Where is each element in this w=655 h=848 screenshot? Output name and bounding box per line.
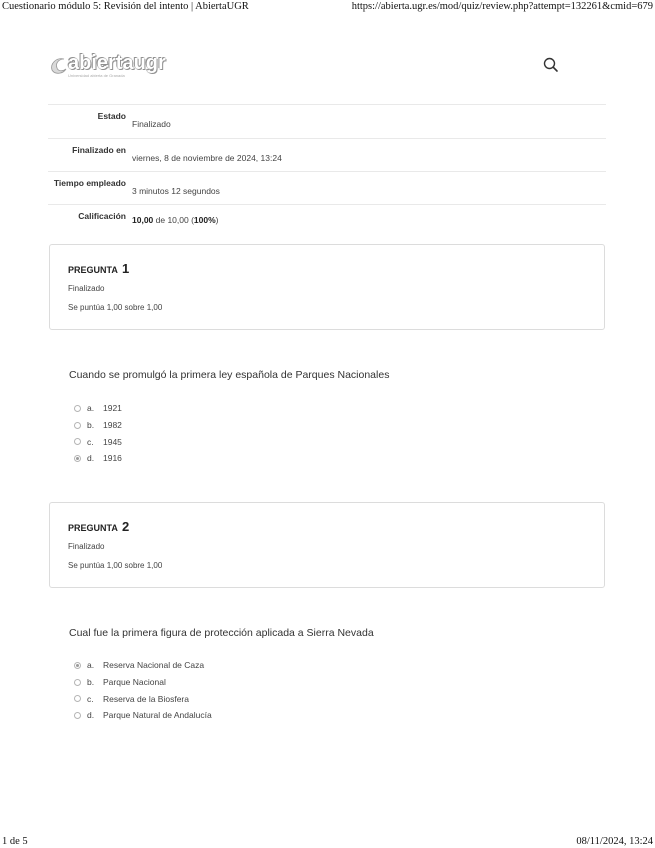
question-info-card-1: [49, 244, 605, 330]
logo-swirl-icon: [48, 54, 70, 76]
answer-option[interactable]: [74, 674, 212, 691]
search-button[interactable]: [542, 56, 560, 74]
answer-text: 1982: [103, 420, 122, 431]
grade-of-text: de 10,00 (: [153, 215, 194, 225]
print-url: https://abierta.ugr.es/mod/quiz/review.php?attempt=132261&cmid=679: [351, 1, 653, 12]
question-text-1: Cuando se promulgó la primera ley española de Parques Nacionales: [69, 369, 390, 381]
print-title: Cuestionario módulo 5: Revisión del intento | AbiertaUGR: [2, 1, 249, 12]
answer-letter: d.: [87, 453, 95, 464]
radio-icon[interactable]: [74, 422, 81, 429]
grade-score: 10,00: [132, 215, 154, 225]
print-datetime: 08/11/2024, 13:24: [576, 836, 653, 847]
summary-row-tiempo-empleado: [48, 171, 606, 204]
question-heading-label: PREGUNTA: [68, 265, 118, 275]
answer-text: Reserva de la Biosfera: [103, 693, 189, 704]
answer-option[interactable]: [74, 707, 212, 724]
radio-icon[interactable]: [74, 405, 81, 412]
summary-label: Estado: [97, 111, 126, 121]
answer-text: Parque Natural de Andalucía: [103, 710, 212, 721]
answer-text: Parque Nacional: [103, 677, 166, 688]
answer-option[interactable]: [74, 690, 212, 707]
summary-row-finalizado-en: [48, 138, 606, 171]
answer-letter: a.: [87, 403, 95, 414]
answer-letter: b.: [87, 677, 95, 688]
radio-icon[interactable]: [74, 438, 81, 445]
radio-icon[interactable]: [74, 679, 81, 686]
print-footer: [0, 836, 655, 847]
question-text-2: Cual fue la primera figura de protección aplicada a Sierra Nevada: [69, 627, 374, 639]
question-grade: Se puntúa 1,00 sobre 1,00: [68, 561, 163, 570]
answer-text: 1921: [103, 403, 122, 414]
answer-letter: c.: [87, 436, 94, 447]
answer-letter: b.: [87, 420, 95, 431]
answer-text: 1916: [103, 453, 122, 464]
summary-label: Finalizado en: [72, 145, 126, 155]
summary-row-calificacion: [48, 204, 606, 237]
answer-option[interactable]: [74, 400, 122, 417]
question-number: 1: [122, 261, 130, 276]
question-grade: Se puntúa 1,00 sobre 1,00: [68, 303, 163, 312]
answer-list-2: [74, 657, 212, 724]
question-heading-label: PREGUNTA: [68, 523, 118, 533]
question-heading: [68, 261, 129, 276]
question-heading: [68, 519, 129, 534]
question-number: 2: [122, 519, 130, 534]
radio-icon[interactable]: [74, 662, 81, 669]
grade-percent: 100%: [193, 215, 216, 225]
answer-letter: c.: [87, 693, 94, 704]
answer-list-1: [74, 400, 122, 467]
answer-option[interactable]: [74, 417, 122, 434]
answer-option[interactable]: [74, 433, 122, 450]
summary-label: Calificación: [78, 211, 126, 221]
logo-text: abiertaugr: [68, 52, 166, 74]
grade-close: ): [215, 215, 219, 225]
answer-letter: a.: [87, 660, 95, 671]
question-state: Finalizado: [68, 284, 105, 293]
print-page-number: 1 de 5: [2, 836, 28, 847]
radio-icon[interactable]: [74, 712, 81, 719]
summary-row-estado: [48, 104, 606, 138]
answer-option[interactable]: [74, 657, 212, 674]
summary-value: [132, 209, 219, 231]
search-icon: [542, 56, 560, 74]
print-header: [0, 1, 655, 12]
summary-value: 3 minutos 12 segundos: [132, 186, 220, 196]
radio-icon[interactable]: [74, 695, 81, 702]
answer-option[interactable]: [74, 450, 122, 467]
question-info-card-2: [49, 502, 605, 588]
attempt-summary-table: [48, 104, 606, 237]
logo-tagline: Universidad abierta de Granada: [68, 73, 125, 78]
summary-value: Finalizado: [132, 119, 171, 129]
answer-text: Reserva Nacional de Caza: [103, 660, 205, 671]
question-state: Finalizado: [68, 542, 105, 551]
site-logo[interactable]: [48, 52, 172, 80]
answer-letter: d.: [87, 710, 95, 721]
answer-text: 1945: [103, 436, 122, 447]
summary-label: Tiempo empleado: [53, 178, 126, 188]
radio-icon[interactable]: [74, 455, 81, 462]
summary-value: viernes, 8 de noviembre de 2024, 13:24: [132, 153, 282, 163]
